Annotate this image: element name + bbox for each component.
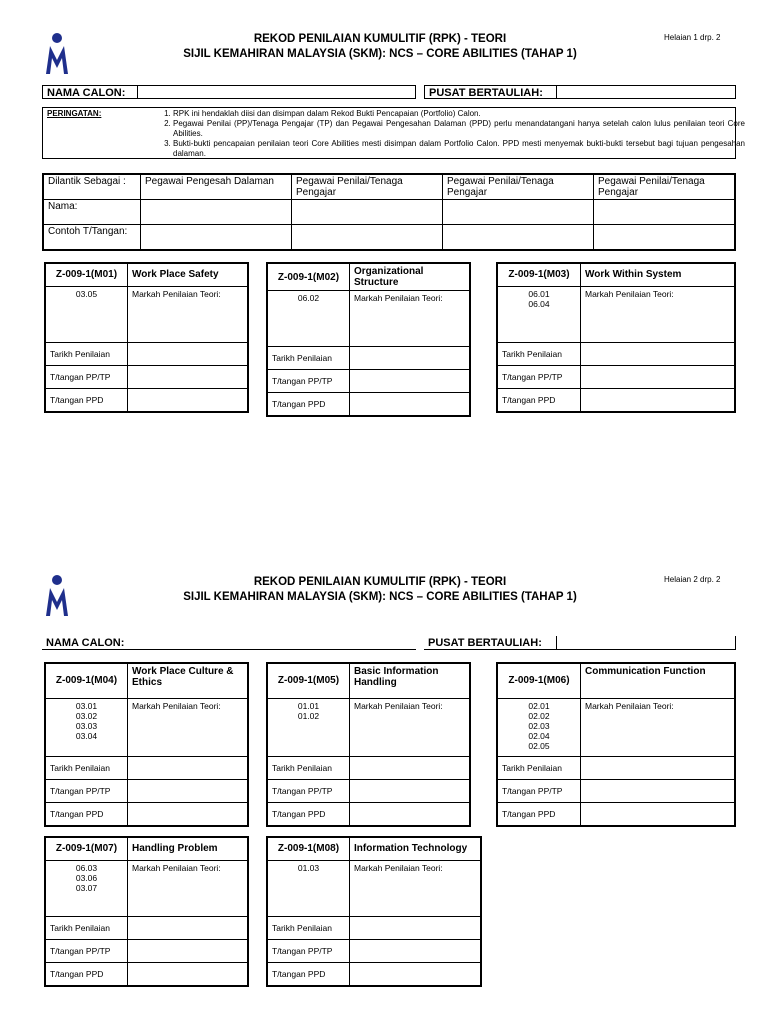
tarikh-label: Tarikh Penilaian: [46, 756, 128, 779]
markah-label: Markah Penilaian Teori:: [581, 698, 735, 756]
tarikh-label: Tarikh Penilaian: [498, 756, 581, 779]
ppd-field[interactable]: [350, 962, 481, 985]
ppd-field[interactable]: [128, 388, 248, 411]
pp-field[interactable]: [581, 365, 735, 388]
pp-label: T/tangan PP/TP: [46, 939, 128, 962]
tarikh-field[interactable]: [128, 342, 248, 365]
module-title: Basic Information Handling: [350, 664, 470, 698]
tarikh-label: Tarikh Penilaian: [268, 916, 350, 939]
pp-label: T/tangan PP/TP: [46, 779, 128, 802]
tarikh-field[interactable]: [581, 342, 735, 365]
pusat-divider: [735, 636, 736, 650]
sig-role: Pegawai Pengesah Dalaman: [141, 174, 292, 200]
module-code: Z-009-1(M07): [46, 838, 128, 860]
module-box: [44, 662, 249, 827]
ppd-label: T/tangan PPD: [46, 802, 128, 825]
pp-label: T/tangan PP/TP: [498, 779, 581, 802]
module-title: Handling Problem: [128, 838, 248, 860]
pp-field[interactable]: [128, 779, 248, 802]
page-number: Helaian 1 drp. 2: [664, 33, 721, 42]
module-title: Work Place Safety: [128, 264, 248, 286]
module-box: [44, 836, 249, 987]
tarikh-label: Tarikh Penilaian: [268, 347, 350, 370]
module-code: Z-009-1(M05): [268, 664, 350, 698]
sig-cell[interactable]: [443, 225, 594, 251]
tarikh-field[interactable]: [350, 756, 470, 779]
module-units: 02.01 02.02 02.03 02.04 02.05: [498, 698, 581, 756]
module-units: 06.02: [268, 291, 350, 347]
tarikh-label: Tarikh Penilaian: [268, 756, 350, 779]
tarikh-field[interactable]: [350, 916, 481, 939]
sig-cell[interactable]: [443, 200, 594, 225]
module-title: Information Technology: [350, 838, 481, 860]
ppd-field[interactable]: [350, 393, 470, 416]
nama-calon-field[interactable]: [42, 636, 416, 650]
module-units: 06.03 03.06 03.07: [46, 860, 128, 916]
logo-icon: [44, 32, 70, 78]
markah-label: Markah Penilaian Teori:: [350, 291, 470, 347]
nama-calon-label: NAMA CALON:: [42, 85, 138, 99]
tarikh-field[interactable]: [350, 347, 470, 370]
pp-field[interactable]: [128, 939, 248, 962]
pp-field[interactable]: [350, 939, 481, 962]
module-units: 06.01 06.04: [498, 286, 581, 342]
module-box: [266, 662, 471, 827]
candidate-row: [42, 85, 736, 99]
ppd-field[interactable]: [581, 802, 735, 825]
module-box: [44, 262, 249, 413]
ppd-label: T/tangan PPD: [268, 802, 350, 825]
sig-row-label: Dilantik Sebagai :: [43, 174, 141, 200]
warning-label: PERINGATAN:: [47, 109, 102, 118]
sig-row-label: Contoh T/Tangan:: [43, 225, 141, 251]
module-units: 01.03: [268, 860, 350, 916]
tarikh-field[interactable]: [581, 756, 735, 779]
sig-cell[interactable]: [594, 200, 736, 225]
warning-item: 1. RPK ini hendaklah diisi dan disimpan dalam Rekod Bukti Pencapaian (Portfolio) Calon.: [173, 109, 745, 119]
module-code: Z-009-1(M02): [268, 264, 350, 291]
module-title: Organizational Structure: [350, 264, 470, 291]
markah-label: Markah Penilaian Teori:: [128, 860, 248, 916]
ppd-field[interactable]: [128, 802, 248, 825]
page-title: REKOD PENILAIAN KUMULITIF (RPK) - TEORI SIJIL KEMAHIRAN MALAYSIA (SKM): NCS – CORE ABILITIES (TAHAP 1): [183, 33, 577, 60]
pp-field[interactable]: [128, 365, 248, 388]
markah-label: Markah Penilaian Teori:: [128, 698, 248, 756]
tarikh-label: Tarikh Penilaian: [498, 342, 581, 365]
pusat-field[interactable]: [556, 85, 736, 99]
sig-role: Pegawai Penilai/Tenaga Pengajar: [292, 174, 443, 200]
pp-label: T/tangan PP/TP: [498, 365, 581, 388]
pusat-divider: [556, 636, 557, 650]
pp-field[interactable]: [350, 370, 470, 393]
warning-item: 3. Bukti-bukti pencapaian penilaian teori Core Abilities mesti disimpan dalam Portfolio Calon. PPD mesti menyemak bukti-bukti tersebut bagi tujuan pengesahan dalaman.: [173, 139, 745, 159]
ppd-label: T/tangan PPD: [268, 393, 350, 416]
nama-calon-field[interactable]: [137, 85, 416, 99]
module-box: [266, 262, 471, 417]
pp-label: T/tangan PP/TP: [268, 939, 350, 962]
module-units: 03.01 03.02 03.03 03.04: [46, 698, 128, 756]
sig-cell[interactable]: [141, 225, 292, 251]
markah-label: Markah Penilaian Teori:: [350, 860, 481, 916]
pusat-field[interactable]: [424, 636, 736, 650]
module-title: Work Place Culture & Ethics: [128, 664, 248, 698]
ppd-label: T/tangan PPD: [46, 388, 128, 411]
markah-label: Markah Penilaian Teori:: [581, 286, 735, 342]
sig-cell[interactable]: [292, 200, 443, 225]
module-code: Z-009-1(M03): [498, 264, 581, 286]
markah-label: Markah Penilaian Teori:: [350, 698, 470, 756]
pp-label: T/tangan PP/TP: [268, 370, 350, 393]
ppd-field[interactable]: [350, 802, 470, 825]
sig-row-label: Nama:: [43, 200, 141, 225]
signature-table: [42, 173, 736, 251]
tarikh-label: Tarikh Penilaian: [46, 342, 128, 365]
module-title: Work Within System: [581, 264, 735, 286]
module-title: Communication Function: [581, 664, 735, 698]
ppd-label: T/tangan PPD: [498, 802, 581, 825]
sig-cell[interactable]: [292, 225, 443, 251]
page-number: Helaian 2 drp. 2: [664, 575, 721, 584]
module-code: Z-009-1(M08): [268, 838, 350, 860]
pusat-label: PUSAT BERTAULIAH:: [424, 85, 557, 99]
ppd-label: T/tangan PPD: [46, 962, 128, 985]
pp-label: T/tangan PP/TP: [46, 365, 128, 388]
module-box: [496, 662, 736, 827]
sig-role: Pegawai Penilai/Tenaga Pengajar: [594, 174, 736, 200]
nama-calon-label: NAMA CALON:: [46, 637, 125, 649]
warning-item: 2. Pegawai Penilai (PP)/Tenaga Pengajar (TP) dan Pegawai Pengesahan Dalaman (PPD) perlu menandatangani hanya setelah calon lulus penilaian teori Core Abilities.: [173, 119, 745, 139]
ppd-label: T/tangan PPD: [268, 962, 350, 985]
tarikh-field[interactable]: [128, 756, 248, 779]
ppd-field[interactable]: [581, 388, 735, 411]
ppd-label: T/tangan PPD: [498, 388, 581, 411]
sig-cell[interactable]: [594, 225, 736, 251]
module-code: Z-009-1(M04): [46, 664, 128, 698]
warning-box: [42, 107, 745, 159]
module-box: [496, 262, 736, 413]
module-code: Z-009-1(M01): [46, 264, 128, 286]
pp-field[interactable]: [581, 779, 735, 802]
pusat-label: PUSAT BERTAULIAH:: [428, 637, 542, 649]
sig-role: Pegawai Penilai/Tenaga Pengajar: [443, 174, 594, 200]
ppd-field[interactable]: [128, 962, 248, 985]
sig-cell[interactable]: [141, 200, 292, 225]
pp-field[interactable]: [350, 779, 470, 802]
module-units: 01.01 01.02: [268, 698, 350, 756]
logo-icon: [44, 574, 70, 620]
candidate-row: [42, 636, 736, 650]
page-title: REKOD PENILAIAN KUMULITIF (RPK) - TEORI SIJIL KEMAHIRAN MALAYSIA (SKM): NCS – CORE ABILITIES (TAHAP 1): [183, 576, 577, 603]
tarikh-field[interactable]: [128, 916, 248, 939]
module-box: [266, 836, 482, 987]
markah-label: Markah Penilaian Teori:: [128, 286, 248, 342]
module-code: Z-009-1(M06): [498, 664, 581, 698]
tarikh-label: Tarikh Penilaian: [46, 916, 128, 939]
pp-label: T/tangan PP/TP: [268, 779, 350, 802]
module-units: 03.05: [46, 286, 128, 342]
